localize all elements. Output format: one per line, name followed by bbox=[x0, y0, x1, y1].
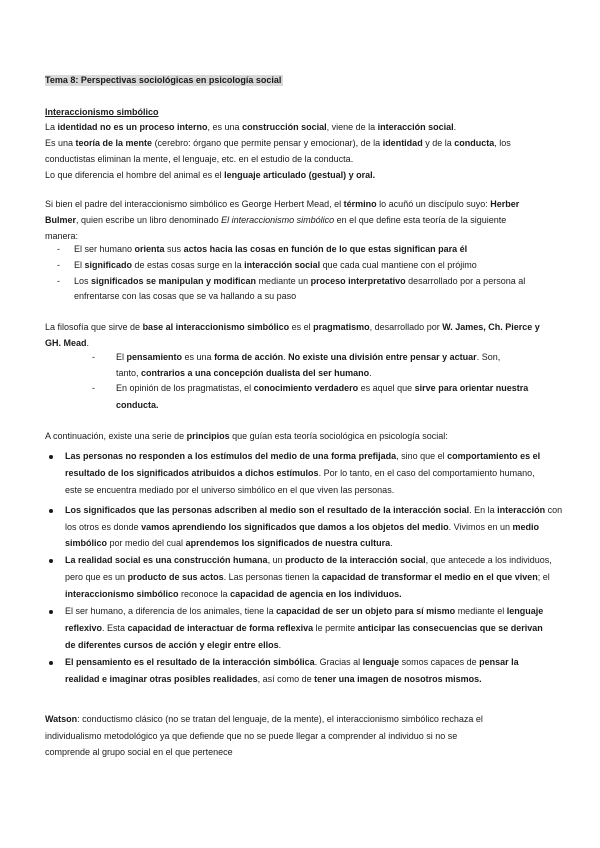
intro-line: Es una teoría de la mente (cerebro: órgano que permite pensar y emocionar), de la identidad y de la conducta, los bbox=[45, 138, 511, 148]
principle-line: El pensamiento es el resultado de la interacción simbólica. Gracias al lenguaje somos capaces de pensar la bbox=[65, 657, 519, 667]
principle-line: El ser humano, a diferencia de los animales, tiene la capacidad de ser un objeto para sí mismo mediante el lenguaje bbox=[65, 606, 544, 616]
bullet-icon bbox=[49, 559, 53, 563]
pragmatism-item-line: tanto, contrarios a una concepción dualista del ser humano. bbox=[116, 368, 372, 378]
watson-line: comprende al grupo social en el que pertenece bbox=[45, 747, 233, 757]
page-title: Tema 8: Perspectivas sociológicas en psicología social bbox=[45, 75, 282, 85]
dash-marker: - bbox=[57, 244, 60, 254]
principle-line: Las personas no responden a los estímulos del medio de una forma prefijada, sino que el comportamiento es el bbox=[65, 451, 541, 461]
mead-line: manera: bbox=[45, 231, 79, 241]
dash-marker: - bbox=[57, 276, 60, 286]
dash-marker: - bbox=[57, 260, 60, 270]
principle-line: resultado de los significados atribuidos a dichos estímulos. Por lo tanto, en el caso del comportamiento humano, bbox=[65, 468, 535, 478]
section-heading: Interaccionismo simbólico bbox=[45, 107, 159, 117]
mead-line: Bulmer, quien escribe un libro denominado El interaccionismo simbólico en el que define esta teoría de la siguiente bbox=[45, 215, 507, 225]
dash-item-line: Los significados se manipulan y modifican mediante un proceso interpretativo desarrollado por a persona al bbox=[74, 276, 526, 286]
pragmatism-item-line: El pensamiento es una forma de acción. No existe una división entre pensar y actuar. Son, bbox=[116, 352, 501, 362]
principle-line: La realidad social es una construcción humana, un producto de la interacción social, que antecede a los individuos, bbox=[65, 555, 552, 565]
principle-line: Los significados que las personas adscriben al medio son el resultado de la interacción social. En la interacción con bbox=[65, 505, 563, 515]
intro-line: La identidad no es un proceso interno, es una construcción social, viene de la interacción social. bbox=[45, 122, 457, 132]
dash-item-line: enfrentarse con las cosas que se va hallando a su paso bbox=[74, 291, 297, 301]
dash-item-line: El significado de estas cosas surge en la interacción social que cada cual mantiene con el prójimo bbox=[74, 260, 477, 270]
principle-line: reflexivo. Esta capacidad de interactuar de forma reflexiva le permite anticipar las consecuencias que se derivan bbox=[65, 623, 543, 633]
dash-marker: - bbox=[92, 383, 95, 393]
dash-marker: - bbox=[92, 352, 95, 362]
principle-line: este se encuentra mediado por el universo simbólico en el que viven las personas. bbox=[65, 485, 395, 495]
pragmatism-item-line: En opinión de los pragmatistas, el conocimiento verdadero es aquel que sirve para orientar nuestra bbox=[116, 383, 529, 393]
watson-line: individualismo metodológico ya que defiende que no se puede llegar a comprender al individuo si no se bbox=[45, 731, 458, 741]
principle-line: simbólico por medio del cual aprendemos los significados de nuestra cultura. bbox=[65, 538, 393, 548]
principle-line: pero que es un producto de sus actos. Las personas tienen la capacidad de transformar el medio en el que viven; el bbox=[65, 572, 550, 582]
dash-item-line: El ser humano orienta sus actos hacia las cosas en función de lo que estas significan para él bbox=[74, 244, 468, 254]
bullet-icon bbox=[49, 610, 53, 614]
mead-line: Si bien el padre del interaccionismo simbólico es George Herbert Mead, el término lo acuñó un discípulo suyo: Herber bbox=[45, 199, 520, 209]
principles-intro: A continuación, existe una serie de principios que guían esta teoría sociológica en psicología social: bbox=[45, 431, 448, 441]
pragmatism-line: La filosofía que sirve de base al interaccionismo simbólico es el pragmatismo, desarrollado por W. James, Ch. Pierce y bbox=[45, 322, 540, 332]
pragmatism-item-line: conducta. bbox=[116, 400, 159, 410]
principle-line: interaccionismo simbólico reconoce la capacidad de agencia en los individuos. bbox=[65, 589, 402, 599]
bullet-icon bbox=[49, 661, 53, 665]
watson-line: Watson: conductismo clásico (no se tratan del lenguaje, de la mente), el interaccionismo simbólico rechaza el bbox=[45, 714, 483, 724]
bullet-icon bbox=[49, 509, 53, 513]
principle-line: de diferentes cursos de acción y elegir entre ellos. bbox=[65, 640, 282, 650]
bullet-icon bbox=[49, 455, 53, 459]
principle-line: realidad e imaginar otras posibles realidades, así como de tener una imagen de nosotros mismos. bbox=[65, 674, 482, 684]
pragmatism-line: GH. Mead. bbox=[45, 338, 90, 348]
principle-line: los otros es donde vamos aprendiendo los significados que damos a los objetos del medio. Vivimos en un medio bbox=[65, 522, 540, 532]
intro-line: conductistas eliminan la mente, el lenguaje, etc. en el estudio de la conducta. bbox=[45, 154, 354, 164]
intro-line: Lo que diferencia el hombre del animal es el lenguaje articulado (gestual) y oral. bbox=[45, 170, 376, 180]
